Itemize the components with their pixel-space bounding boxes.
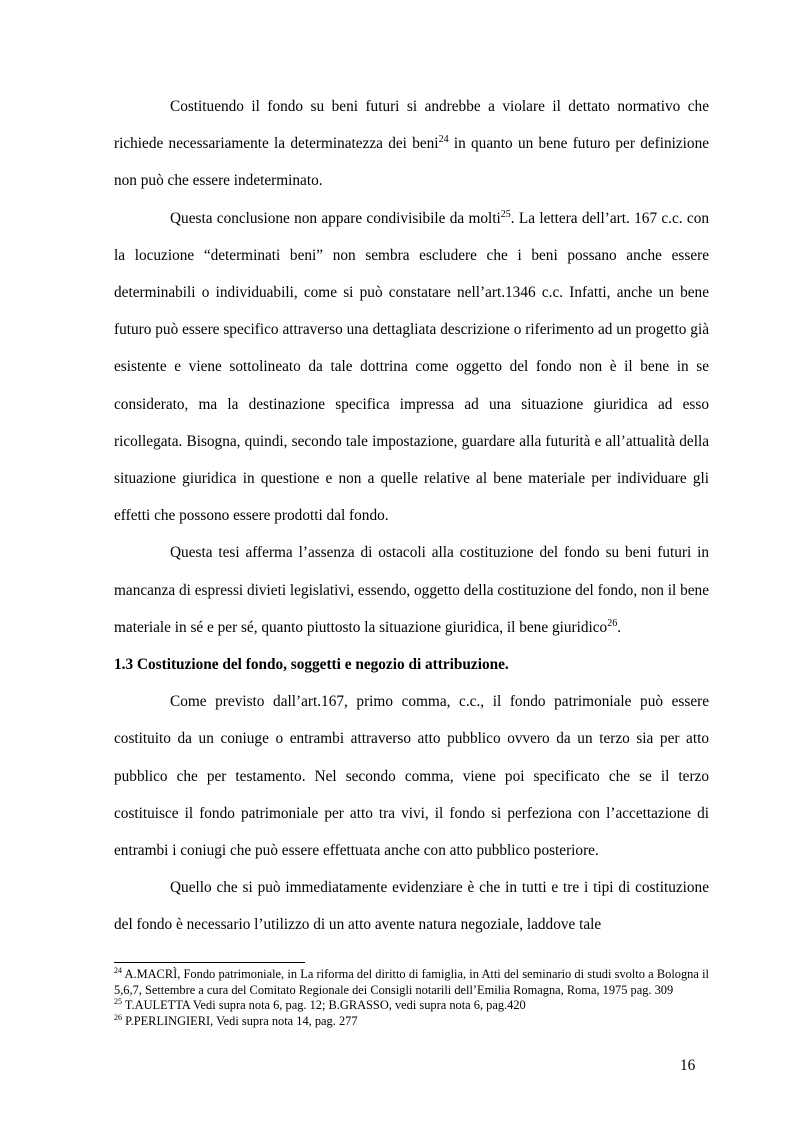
paragraph-2: [114, 200, 709, 535]
paragraph-5: Quello che si può immediatamente evidenziare è che in tutti e tre i tipi di costituzione del fondo è necessario l’utilizzo di un atto avente natura negoziale, laddove tale: [114, 879, 709, 934]
footnote-text: T.AULETTA Vedi supra nota 6, pag. 12; B.GRASSO, vedi supra nota 6, pag.420: [124, 998, 526, 1013]
footnote-number: 25: [114, 997, 122, 1007]
paragraph-3-text: Questa tesi afferma l’assenza di ostacoli alla costituzione del fondo su beni futuri in mancanza di espressi divieti legislativi, essendo, oggetto della costituzione del fondo, non il bene materiale in sé e per sé, quanto piuttosto la situazione giuridica, il bene giuridico: [114, 544, 709, 636]
footnotes: [114, 967, 709, 1029]
footnote-ref-24: 24: [438, 134, 449, 146]
paragraph-3: [114, 534, 709, 646]
footnote-24: [114, 967, 709, 998]
section-heading: 1.3 Costituzione del fondo, soggetti e negozio di attribuzione.: [114, 656, 509, 674]
paragraph-2-text-cont: . La lettera dell’art. 167 c.c. con la locuzione “determinati beni” non sembra escludere che i beni possano anche essere determinabili o individuabili, come si può constatare nell’art.1346 c.c. Infatti, anche un bene futuro può essere specifico attraverso una dettagliata descrizione o riferimento ad un progetto già esistente e viene sottolineato da tale dottrina come oggetto del fondo non è il bene in se considerato, ma la destinazione specifica impressa ad una situazione giuridica ad esso ricollegata. Bisogna, quindi, secondo tale impostazione, guardare alla futurità e all’attualità della situazione giuridica in questione e non a quelle relative al bene materiale per individuare gli effetti che possono essere prodotti dal fondo.: [114, 209, 709, 525]
paragraph-3-text-cont: .: [617, 618, 622, 636]
footnote-26: [114, 1014, 709, 1030]
paragraph-1-text-cont: in quanto un bene futuro per definizione non può che essere indeterminato.: [114, 135, 710, 190]
footnote-text: P.PERLINGIERI, Vedi supra nota 14, pag. 277: [125, 1013, 358, 1028]
footnote-separator: [114, 962, 305, 963]
footnote-number: 26: [114, 1012, 122, 1022]
footnote-text: A.MACRÌ, Fondo patrimoniale, in La riforma del diritto di famiglia, in Atti del seminario di studi svolto a Bologna il 5,6,7, Settembre a cura del Comitato Regionale dei Consigli notarili dell’Emilia Romagna, Roma, 1975 pag. 309: [114, 967, 709, 997]
footnote-number: 24: [114, 965, 122, 975]
footnote-ref-26: 26: [607, 617, 618, 629]
paragraph-1: [114, 88, 709, 200]
footnote-25: [114, 998, 709, 1014]
footnote-ref-25: 25: [500, 208, 511, 220]
paragraph-1-text: Costituendo il fondo su beni futuri si andrebbe a violare il dettato normativo che richiede necessariamente la determinatezza dei beni: [114, 98, 709, 153]
page-number: 16: [680, 1057, 696, 1074]
paragraph-2-text: Questa conclusione non appare condivisibile da molti: [170, 209, 501, 227]
paragraph-4: Come previsto dall’art.167, primo comma, c.c., il fondo patrimoniale può essere costituito da un coniuge o entrambi attraverso atto pubblico ovvero da un terzo sia per atto pubblico che per testamento. Nel secondo comma, viene poi specificato che se il terzo costituisce il fondo patrimoniale per atto tra vivi, il fondo si perfeziona con l’accettazione di entrambi i coniugi che può essere effettuata anche con atto pubblico posteriore.: [114, 693, 709, 860]
body-text: [114, 88, 709, 944]
